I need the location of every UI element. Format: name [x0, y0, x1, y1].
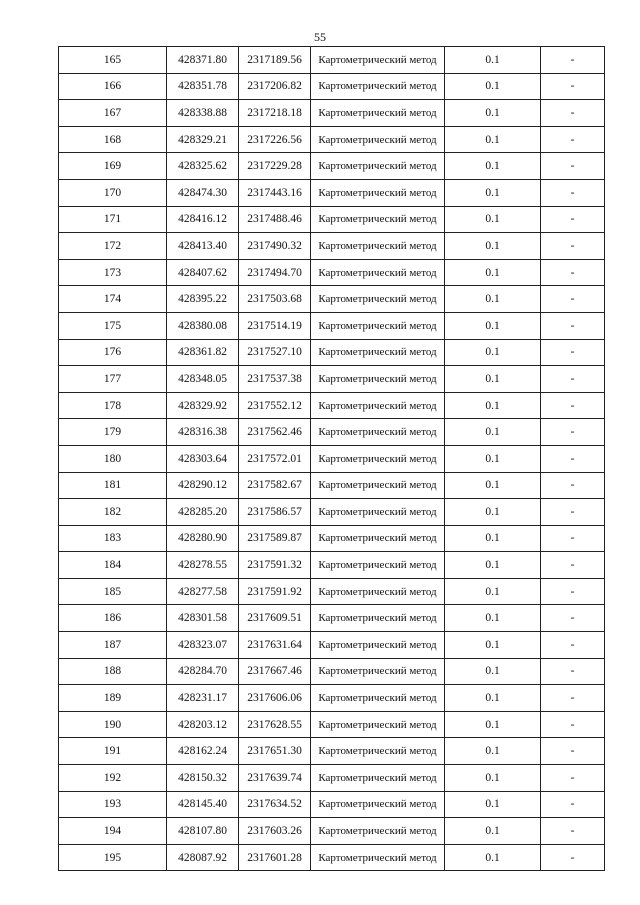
- x-coordinate-cell: 428231.17: [167, 685, 239, 712]
- description-cell: -: [541, 47, 605, 74]
- description-cell: -: [541, 685, 605, 712]
- method-cell: Картометрический метод: [311, 499, 445, 526]
- y-coordinate-cell: 2317218.18: [239, 100, 311, 127]
- accuracy-cell: 0.1: [445, 153, 541, 180]
- x-coordinate-cell: 428348.05: [167, 366, 239, 393]
- accuracy-cell: 0.1: [445, 47, 541, 74]
- y-coordinate-cell: 2317591.32: [239, 552, 311, 579]
- description-cell: -: [541, 126, 605, 153]
- point-number-cell: 194: [59, 818, 167, 845]
- description-cell: -: [541, 499, 605, 526]
- description-cell: -: [541, 233, 605, 260]
- x-coordinate-cell: 428329.92: [167, 392, 239, 419]
- point-number-cell: 195: [59, 844, 167, 871]
- x-coordinate-cell: 428474.30: [167, 179, 239, 206]
- method-cell: Картометрический метод: [311, 179, 445, 206]
- point-number-cell: 181: [59, 472, 167, 499]
- x-coordinate-cell: 428338.88: [167, 100, 239, 127]
- x-coordinate-cell: 428329.21: [167, 126, 239, 153]
- x-coordinate-cell: 428413.40: [167, 233, 239, 260]
- accuracy-cell: 0.1: [445, 658, 541, 685]
- x-coordinate-cell: 428361.82: [167, 339, 239, 366]
- accuracy-cell: 0.1: [445, 578, 541, 605]
- table-row: [59, 100, 605, 127]
- x-coordinate-cell: 428277.58: [167, 578, 239, 605]
- y-coordinate-cell: 2317229.28: [239, 153, 311, 180]
- description-cell: -: [541, 605, 605, 632]
- x-coordinate-cell: 428325.62: [167, 153, 239, 180]
- method-cell: Картометрический метод: [311, 392, 445, 419]
- y-coordinate-cell: 2317527.10: [239, 339, 311, 366]
- accuracy-cell: 0.1: [445, 765, 541, 792]
- table-row: [59, 552, 605, 579]
- table-row: [59, 765, 605, 792]
- accuracy-cell: 0.1: [445, 179, 541, 206]
- method-cell: Картометрический метод: [311, 419, 445, 446]
- table-row: [59, 312, 605, 339]
- method-cell: Картометрический метод: [311, 685, 445, 712]
- y-coordinate-cell: 2317609.51: [239, 605, 311, 632]
- description-cell: -: [541, 818, 605, 845]
- description-cell: -: [541, 711, 605, 738]
- description-cell: -: [541, 765, 605, 792]
- y-coordinate-cell: 2317582.67: [239, 472, 311, 499]
- x-coordinate-cell: 428323.07: [167, 632, 239, 659]
- description-cell: -: [541, 419, 605, 446]
- x-coordinate-cell: 428416.12: [167, 206, 239, 233]
- accuracy-cell: 0.1: [445, 392, 541, 419]
- accuracy-cell: 0.1: [445, 472, 541, 499]
- y-coordinate-cell: 2317537.38: [239, 366, 311, 393]
- x-coordinate-cell: 428107.80: [167, 818, 239, 845]
- y-coordinate-cell: 2317572.01: [239, 445, 311, 472]
- method-cell: Картометрический метод: [311, 47, 445, 74]
- table-row: [59, 179, 605, 206]
- accuracy-cell: 0.1: [445, 552, 541, 579]
- method-cell: Картометрический метод: [311, 312, 445, 339]
- description-cell: -: [541, 658, 605, 685]
- x-coordinate-cell: 428407.62: [167, 259, 239, 286]
- accuracy-cell: 0.1: [445, 419, 541, 446]
- point-number-cell: 187: [59, 632, 167, 659]
- method-cell: Картометрический метод: [311, 366, 445, 393]
- y-coordinate-cell: 2317503.68: [239, 286, 311, 313]
- point-number-cell: 175: [59, 312, 167, 339]
- point-number-cell: 182: [59, 499, 167, 526]
- point-number-cell: 172: [59, 233, 167, 260]
- method-cell: Картометрический метод: [311, 339, 445, 366]
- point-number-cell: 166: [59, 73, 167, 100]
- table-row: [59, 605, 605, 632]
- accuracy-cell: 0.1: [445, 126, 541, 153]
- y-coordinate-cell: 2317628.55: [239, 711, 311, 738]
- x-coordinate-cell: 428145.40: [167, 791, 239, 818]
- method-cell: Картометрический метод: [311, 632, 445, 659]
- accuracy-cell: 0.1: [445, 818, 541, 845]
- accuracy-cell: 0.1: [445, 366, 541, 393]
- y-coordinate-cell: 2317552.12: [239, 392, 311, 419]
- method-cell: Картометрический метод: [311, 578, 445, 605]
- point-number-cell: 184: [59, 552, 167, 579]
- accuracy-cell: 0.1: [445, 206, 541, 233]
- method-cell: Картометрический метод: [311, 206, 445, 233]
- method-cell: Картометрический метод: [311, 233, 445, 260]
- method-cell: Картометрический метод: [311, 765, 445, 792]
- accuracy-cell: 0.1: [445, 286, 541, 313]
- point-number-cell: 189: [59, 685, 167, 712]
- method-cell: Картометрический метод: [311, 472, 445, 499]
- accuracy-cell: 0.1: [445, 339, 541, 366]
- y-coordinate-cell: 2317639.74: [239, 765, 311, 792]
- y-coordinate-cell: 2317589.87: [239, 525, 311, 552]
- y-coordinate-cell: 2317603.26: [239, 818, 311, 845]
- x-coordinate-cell: 428150.32: [167, 765, 239, 792]
- table-row: [59, 472, 605, 499]
- description-cell: -: [541, 552, 605, 579]
- description-cell: -: [541, 366, 605, 393]
- table-row: [59, 73, 605, 100]
- y-coordinate-cell: 2317189.56: [239, 47, 311, 74]
- coordinates-table: [58, 46, 605, 871]
- accuracy-cell: 0.1: [445, 844, 541, 871]
- description-cell: -: [541, 73, 605, 100]
- table-row: [59, 392, 605, 419]
- accuracy-cell: 0.1: [445, 685, 541, 712]
- y-coordinate-cell: 2317514.19: [239, 312, 311, 339]
- table-row: [59, 47, 605, 74]
- point-number-cell: 165: [59, 47, 167, 74]
- point-number-cell: 169: [59, 153, 167, 180]
- description-cell: -: [541, 791, 605, 818]
- accuracy-cell: 0.1: [445, 499, 541, 526]
- y-coordinate-cell: 2317591.92: [239, 578, 311, 605]
- y-coordinate-cell: 2317488.46: [239, 206, 311, 233]
- x-coordinate-cell: 428303.64: [167, 445, 239, 472]
- x-coordinate-cell: 428351.78: [167, 73, 239, 100]
- table-row: [59, 366, 605, 393]
- point-number-cell: 170: [59, 179, 167, 206]
- x-coordinate-cell: 428371.80: [167, 47, 239, 74]
- point-number-cell: 183: [59, 525, 167, 552]
- method-cell: Картометрический метод: [311, 738, 445, 765]
- method-cell: Картометрический метод: [311, 259, 445, 286]
- description-cell: -: [541, 445, 605, 472]
- description-cell: -: [541, 100, 605, 127]
- accuracy-cell: 0.1: [445, 259, 541, 286]
- table-row: [59, 339, 605, 366]
- table-row: [59, 738, 605, 765]
- table-row: [59, 844, 605, 871]
- table-row: [59, 206, 605, 233]
- x-coordinate-cell: 428380.08: [167, 312, 239, 339]
- x-coordinate-cell: 428285.20: [167, 499, 239, 526]
- accuracy-cell: 0.1: [445, 605, 541, 632]
- method-cell: Картометрический метод: [311, 605, 445, 632]
- method-cell: Картометрический метод: [311, 445, 445, 472]
- point-number-cell: 192: [59, 765, 167, 792]
- accuracy-cell: 0.1: [445, 100, 541, 127]
- table-row: [59, 499, 605, 526]
- point-number-cell: 171: [59, 206, 167, 233]
- table-row: [59, 658, 605, 685]
- accuracy-cell: 0.1: [445, 312, 541, 339]
- point-number-cell: 167: [59, 100, 167, 127]
- table-row: [59, 259, 605, 286]
- accuracy-cell: 0.1: [445, 632, 541, 659]
- x-coordinate-cell: 428087.92: [167, 844, 239, 871]
- description-cell: -: [541, 392, 605, 419]
- x-coordinate-cell: 428162.24: [167, 738, 239, 765]
- point-number-cell: 193: [59, 791, 167, 818]
- method-cell: Картометрический метод: [311, 552, 445, 579]
- description-cell: -: [541, 525, 605, 552]
- y-coordinate-cell: 2317651.30: [239, 738, 311, 765]
- table-row: [59, 525, 605, 552]
- y-coordinate-cell: 2317562.46: [239, 419, 311, 446]
- y-coordinate-cell: 2317494.70: [239, 259, 311, 286]
- description-cell: -: [541, 153, 605, 180]
- y-coordinate-cell: 2317667.46: [239, 658, 311, 685]
- description-cell: -: [541, 632, 605, 659]
- description-cell: -: [541, 259, 605, 286]
- table-row: [59, 791, 605, 818]
- y-coordinate-cell: 2317631.64: [239, 632, 311, 659]
- description-cell: -: [541, 179, 605, 206]
- method-cell: Картометрический метод: [311, 525, 445, 552]
- table-row: [59, 578, 605, 605]
- table-row: [59, 286, 605, 313]
- table-row: [59, 233, 605, 260]
- method-cell: Картометрический метод: [311, 100, 445, 127]
- method-cell: Картометрический метод: [311, 286, 445, 313]
- table-row: [59, 711, 605, 738]
- accuracy-cell: 0.1: [445, 738, 541, 765]
- point-number-cell: 173: [59, 259, 167, 286]
- x-coordinate-cell: 428280.90: [167, 525, 239, 552]
- point-number-cell: 174: [59, 286, 167, 313]
- method-cell: Картометрический метод: [311, 73, 445, 100]
- method-cell: Картометрический метод: [311, 126, 445, 153]
- method-cell: Картометрический метод: [311, 711, 445, 738]
- table-row: [59, 126, 605, 153]
- point-number-cell: 190: [59, 711, 167, 738]
- method-cell: Картометрический метод: [311, 818, 445, 845]
- x-coordinate-cell: 428278.55: [167, 552, 239, 579]
- x-coordinate-cell: 428316.38: [167, 419, 239, 446]
- x-coordinate-cell: 428284.70: [167, 658, 239, 685]
- table-row: [59, 818, 605, 845]
- x-coordinate-cell: 428203.12: [167, 711, 239, 738]
- accuracy-cell: 0.1: [445, 791, 541, 818]
- y-coordinate-cell: 2317634.52: [239, 791, 311, 818]
- y-coordinate-cell: 2317601.28: [239, 844, 311, 871]
- description-cell: -: [541, 206, 605, 233]
- accuracy-cell: 0.1: [445, 233, 541, 260]
- x-coordinate-cell: 428301.58: [167, 605, 239, 632]
- table-row: [59, 419, 605, 446]
- point-number-cell: 178: [59, 392, 167, 419]
- y-coordinate-cell: 2317606.06: [239, 685, 311, 712]
- accuracy-cell: 0.1: [445, 445, 541, 472]
- point-number-cell: 168: [59, 126, 167, 153]
- point-number-cell: 185: [59, 578, 167, 605]
- table-body: [59, 47, 605, 871]
- point-number-cell: 177: [59, 366, 167, 393]
- point-number-cell: 186: [59, 605, 167, 632]
- table-row: [59, 632, 605, 659]
- method-cell: Картометрический метод: [311, 658, 445, 685]
- point-number-cell: 180: [59, 445, 167, 472]
- description-cell: -: [541, 339, 605, 366]
- accuracy-cell: 0.1: [445, 73, 541, 100]
- point-number-cell: 188: [59, 658, 167, 685]
- y-coordinate-cell: 2317586.57: [239, 499, 311, 526]
- method-cell: Картометрический метод: [311, 844, 445, 871]
- method-cell: Картометрический метод: [311, 153, 445, 180]
- accuracy-cell: 0.1: [445, 711, 541, 738]
- table-row: [59, 445, 605, 472]
- accuracy-cell: 0.1: [445, 525, 541, 552]
- y-coordinate-cell: 2317490.32: [239, 233, 311, 260]
- point-number-cell: 176: [59, 339, 167, 366]
- x-coordinate-cell: 428395.22: [167, 286, 239, 313]
- description-cell: -: [541, 312, 605, 339]
- description-cell: -: [541, 844, 605, 871]
- method-cell: Картометрический метод: [311, 791, 445, 818]
- y-coordinate-cell: 2317226.56: [239, 126, 311, 153]
- page-number: 55: [314, 30, 326, 44]
- description-cell: -: [541, 472, 605, 499]
- point-number-cell: 179: [59, 419, 167, 446]
- description-cell: -: [541, 738, 605, 765]
- point-number-cell: 191: [59, 738, 167, 765]
- description-cell: -: [541, 578, 605, 605]
- x-coordinate-cell: 428290.12: [167, 472, 239, 499]
- description-cell: -: [541, 286, 605, 313]
- y-coordinate-cell: 2317443.16: [239, 179, 311, 206]
- table-row: [59, 153, 605, 180]
- y-coordinate-cell: 2317206.82: [239, 73, 311, 100]
- table-row: [59, 685, 605, 712]
